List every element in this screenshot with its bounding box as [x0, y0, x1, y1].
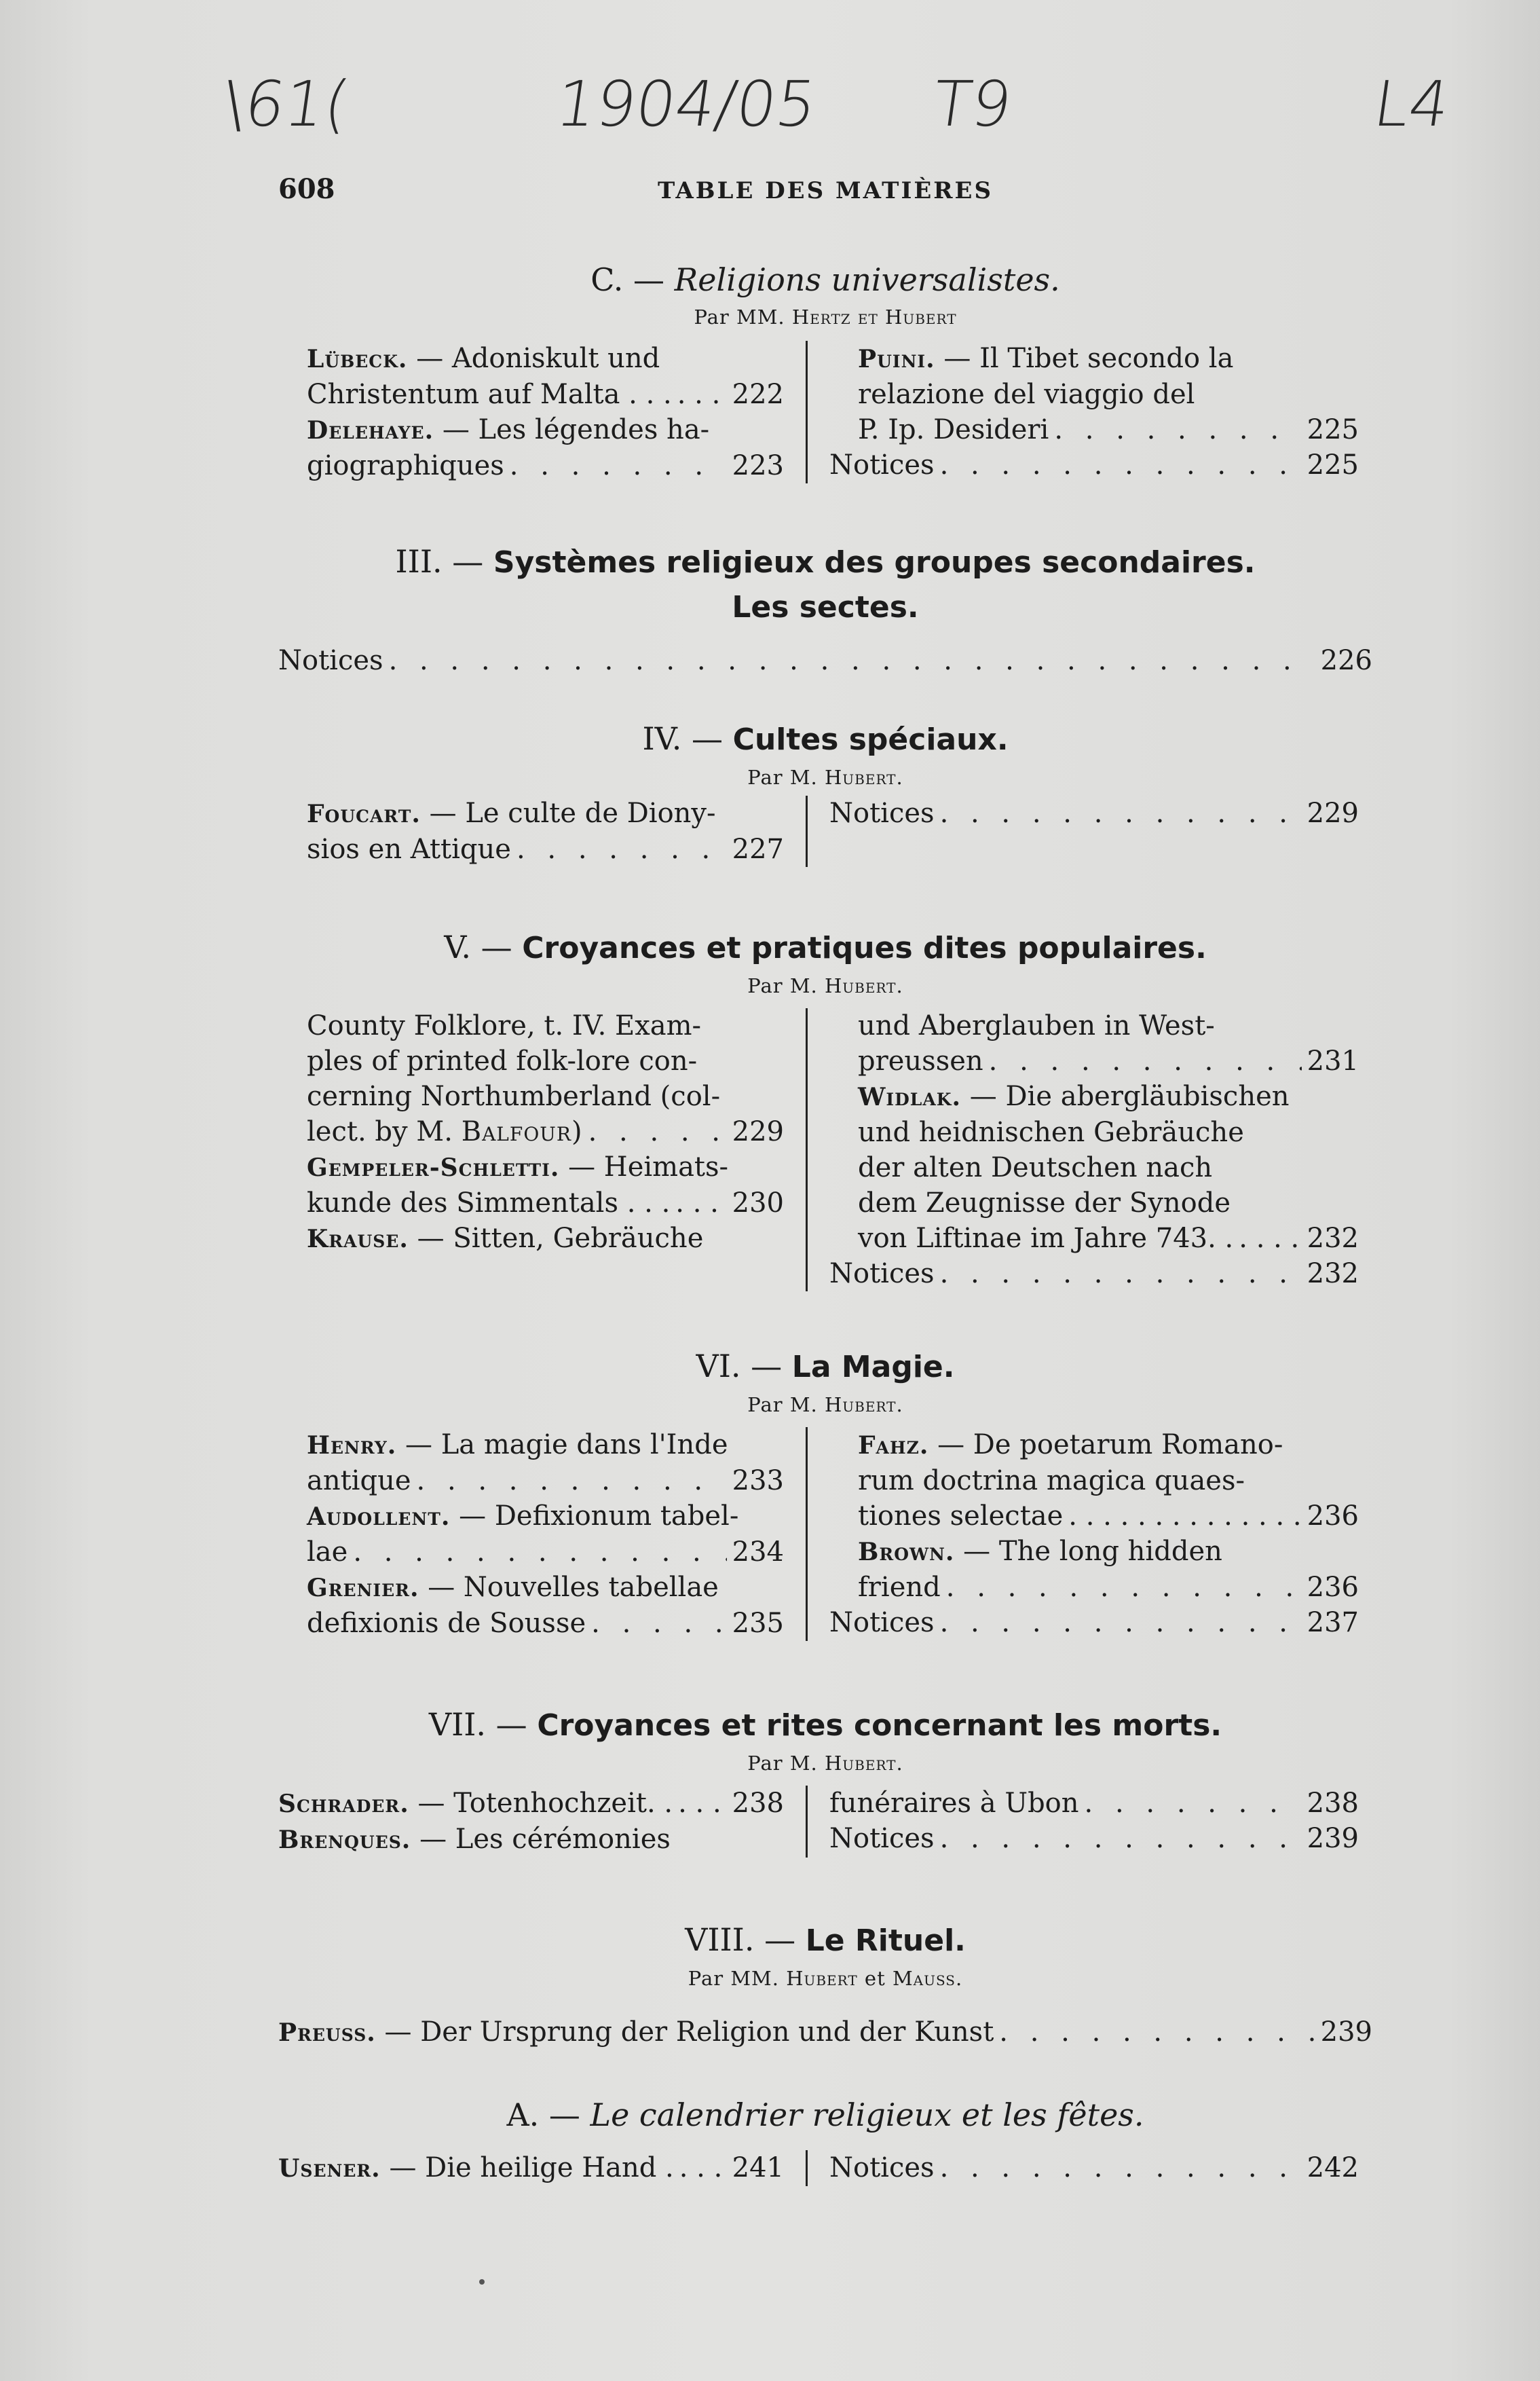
section-a-title: A. — Le calendrier religieux et les fêtes.: [506, 2097, 1144, 2133]
notices-v: Notices . . . 232: [829, 1256, 1359, 1291]
section-iii-title: III. — Systèmes religieux des groupes secondaires.: [395, 543, 1256, 580]
notices-vii: Notices . . . 239: [829, 1821, 1359, 1856]
section-v: V. — Croyances et pratiques dites populaires. Par M. Hubert. County Folklore, t. IV. Exam- ples of printed folk-lore con- cerning Northumberland (col- lect. by M. Balfour) . . . 229 Gempeler-Schletti. — Heimats- kunde des Simmentals . . . . . . 230 Krause. — Sitten, Gebräuche und Aberglauben in West- preussen . . . 231 Widlak. — Die abergläubischen und heidnischen Gebräuche der alten Deutschen nach dem Zeugnisse der Synode von Liftinae im Jahre 743. . . . . 232 Notices . . . 232: [278, 925, 1372, 1291]
entry-county-folklore: County Folklore, t. IV. Exam- ples of printed folk-lore con- cerning Northumberland (col- lect. by M. Balfour) . . . 229: [278, 1008, 784, 1149]
entry-schrader: Schrader. — Totenhochzeit. . . . . 238: [278, 1786, 784, 1822]
entry-gempeler: Gempeler-Schletti. — Heimats- kunde des Simmentals . . . . . . 230: [278, 1149, 784, 1221]
section-iv: IV. — Cultes spéciaux. Par M. Hubert. Foucart. — Le culte de Diony- sios en Attique . . . 227 Notices . . . 229: [278, 717, 1372, 867]
section-v-title: V. — Croyances et pratiques dites populaires.: [444, 929, 1207, 965]
notices-c: Notices . . . 225: [829, 447, 1359, 483]
notices-iii: Notices . . . 226: [278, 643, 1372, 678]
entry-puini: Puini. — Il Tibet secondo la relazione del viaggio del P. Ip. Desideri . . . 225: [829, 341, 1359, 447]
section-viii-title: VIII. — Le Rituel.: [685, 1921, 966, 1958]
section-iv-title: IV. — Cultes spéciaux.: [642, 720, 1009, 757]
entry-audollent: Audollent. — Defixionum tabel- lae . . . 234: [278, 1498, 784, 1570]
section-vii-title: VII. — Croyances et rites concernant les morts.: [428, 1706, 1222, 1743]
entry-usener: Usener. — Die heilige Hand . . . . 241: [278, 2150, 784, 2186]
section-vii: VII. — Croyances et rites concernant les morts. Par M. Hubert. Schrader. — Totenhochzeit. . . . . 238 Brenques. — Les cérémonies funéraires à Ubon . . . 238 Notices . . . 239: [278, 1703, 1372, 1858]
entry-widlak: Widlak. — Die abergläubischen und heidnischen Gebräuche der alten Deutschen nach dem Zeugnisse der Synode von Liftinae im Jahre 743. . . . . 232: [829, 1079, 1359, 1256]
section-c-byline: Par MM. Hertz et Hubert: [694, 306, 957, 329]
handwritten-mark-1: \61(: [219, 68, 354, 141]
entry-brenques-cont: funéraires à Ubon . . . 238: [829, 1786, 1359, 1821]
section-c: [278, 258, 1372, 483]
section-vi-title: VI. — La Magie.: [696, 1348, 955, 1384]
notices-a: Notices . . . 242: [829, 2150, 1359, 2185]
left-column: [278, 341, 806, 483]
section-a: [278, 2093, 1372, 2186]
entry-foucart: Foucart. — Le culte de Diony- sios en Attique . . . 227: [278, 796, 784, 867]
entry-brown: Brown. — The long hidden friend . . . 236: [829, 1534, 1359, 1605]
entry-lubeck: Lübeck. — Adoniskult und Christentum auf Malta . . . . . . 222: [278, 341, 784, 412]
entry-preuss: Preuss. — Der Ursprung der Religion und der Kunst . . . 239: [278, 2014, 1372, 2050]
section-iii: III. — Systèmes religieux des groupes secondaires. Les sectes. Notices . . . 226: [278, 540, 1372, 678]
entry-grenier: Grenier. — Nouvelles tabellae defixionis de Sousse . . . 235: [278, 1570, 784, 1641]
entry-krause-cont: und Aberglauben in West- preussen . . . 231: [829, 1008, 1359, 1079]
notices-iv: Notices . . . 229: [829, 796, 1359, 831]
page-title: TABLE DES MATIÈRES: [657, 177, 993, 204]
entry-krause: Krause. — Sitten, Gebräuche: [307, 1223, 704, 1254]
right-column: [806, 341, 1359, 483]
entry-delehaye: Delehaye. — Les légendes ha- giographiques . . . 223: [278, 412, 784, 483]
section-viii: VIII. — Le Rituel. Par MM. Hubert et Mauss. Preuss. — Der Ursprung der Religion und der Kunst . . . 239: [278, 1918, 1372, 2050]
handwritten-mark-3: L4: [1369, 68, 1454, 141]
page-number: 608: [278, 173, 335, 205]
entry-henry: Henry. — La magie dans l'Inde antique . . . 233: [278, 1427, 784, 1498]
section-c-title: C. — Religions universalistes.: [590, 261, 1060, 298]
entry-brenques: Brenques. — Les cérémonies: [278, 1824, 671, 1855]
notices-vi: Notices . . . 237: [829, 1605, 1359, 1640]
entry-fahz: Fahz. — De poetarum Romano- rum doctrina magica quaes- tiones selectae . . . 236: [829, 1427, 1359, 1534]
section-vi: VI. — La Magie. Par M. Hubert. Henry. — La magie dans l'Inde antique . . . 233 Audollent. — Defixionum tabel- lae . . . 234 Grenier. — Nouvelles tabellae defixionis de Sousse . . . 235 Fahz. — De poetarum Romano- rum doctrina magica quaes- tiones selectae . . . 236 Brown. — The long hidden friend . . . 236 Notices . . . 237: [278, 1344, 1372, 1641]
handwritten-mark-2: T9: [928, 68, 1017, 141]
section-c-columns: [278, 341, 1372, 483]
handwritten-year: 1904/05: [551, 68, 821, 141]
ink-speck: [479, 2279, 485, 2285]
running-header: [278, 173, 1372, 214]
